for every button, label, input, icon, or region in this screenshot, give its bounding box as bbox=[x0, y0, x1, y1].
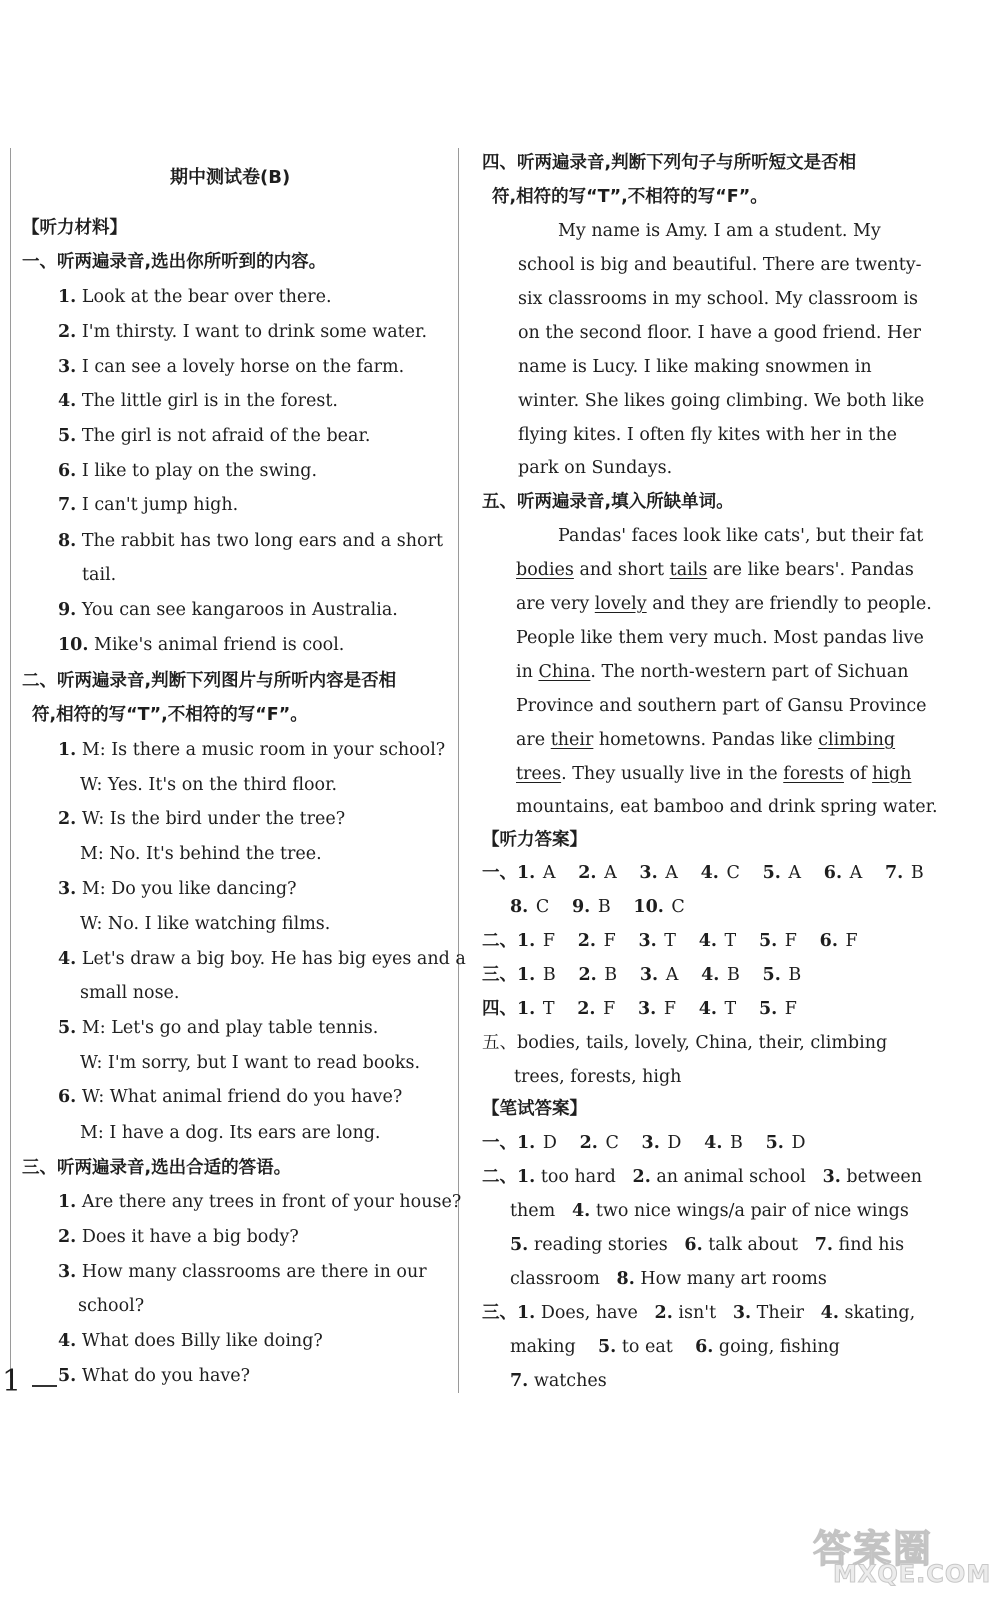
section-4-heading: 四、听两遍录音,判断下列句子与所听短文是否相 bbox=[482, 153, 857, 173]
dialogue-line: W: I'm sorry, but I want to read books. bbox=[80, 1053, 421, 1073]
list-item: 10. Mike's animal friend is cool. bbox=[58, 635, 345, 655]
passage-line: mountains, eat bamboo and drink spring water. bbox=[516, 797, 938, 817]
answer-row: 5. reading stories 6. talk about 7. find his bbox=[510, 1235, 905, 1255]
watermark-text-bottom: MXQE.COM bbox=[833, 1560, 992, 1588]
passage-line: trees. They usually live in the forests of high bbox=[516, 764, 912, 784]
list-item: 9. You can see kangaroos in Australia. bbox=[58, 600, 398, 620]
section-4-heading-line2: 符,相符的写“T”,不相符的写“F”。 bbox=[492, 187, 768, 207]
answer-row: 8. C 9. B 10. C bbox=[510, 897, 685, 917]
section-2-heading-line2: 符,相符的写“T”,不相符的写“F”。 bbox=[32, 705, 308, 725]
answer-row: 五、bodies, tails, lovely, China, their, climbing bbox=[482, 1033, 888, 1053]
passage-line: bodies and short tails are like bears'. Pandas bbox=[516, 560, 914, 580]
dialogue-line: 3. M: Do you like dancing? bbox=[58, 879, 297, 899]
section-2-heading: 二、听两遍录音,判断下列图片与所听内容是否相 bbox=[22, 671, 397, 691]
passage-line: in China. The north-western part of Sichuan bbox=[516, 662, 909, 682]
passage-line: flying kites. I often fly kites with her in the bbox=[518, 425, 897, 445]
page-title: 期中测试卷(B) bbox=[170, 167, 291, 188]
filled-word: bodies bbox=[516, 560, 574, 580]
list-item: 6. I like to play on the swing. bbox=[58, 461, 318, 481]
watermark-logo bbox=[805, 1518, 992, 1590]
passage-line: Pandas' faces look like cats', but their fat bbox=[558, 526, 924, 546]
answer-row: 一、1. D 2. C 3. D 4. B 5. D bbox=[482, 1133, 806, 1153]
answer-row: trees, forests, high bbox=[514, 1067, 682, 1087]
section-5-heading: 五、听两遍录音,填入所缺单词。 bbox=[482, 492, 734, 512]
answer-row: making 5. to eat 6. going, fishing bbox=[510, 1337, 840, 1357]
passage-line: on the second floor. I have a good friend. Her bbox=[518, 323, 922, 343]
list-item-continuation: school? bbox=[78, 1296, 145, 1316]
answer-row: 三、1. Does, have 2. isn't 3. Their 4. skating, bbox=[482, 1303, 916, 1323]
dialogue-line: small nose. bbox=[80, 983, 180, 1003]
dialogue-line: M: I have a dog. Its ears are long. bbox=[80, 1123, 381, 1143]
answer-row: classroom 8. How many art rooms bbox=[510, 1269, 827, 1289]
listening-material-header: 【听力材料】 bbox=[22, 218, 127, 238]
filled-word: China bbox=[538, 662, 591, 682]
dialogue-line: W: Yes. It's on the third floor. bbox=[80, 775, 338, 795]
dialogue-line: W: No. I like watching films. bbox=[80, 914, 331, 934]
answer-row: 四、1. T 2. F 3. F 4. T 5. F bbox=[482, 999, 797, 1019]
listening-answers-header: 【听力答案】 bbox=[482, 830, 587, 850]
section-1-heading: 一、听两遍录音,选出你所听到的内容。 bbox=[22, 252, 327, 272]
list-item: 1. Are there any trees in front of your house? bbox=[58, 1192, 462, 1212]
passage-line: People like them very much. Most pandas live bbox=[516, 628, 924, 648]
list-item: 3. I can see a lovely horse on the farm. bbox=[58, 357, 405, 377]
filled-word: trees bbox=[516, 764, 562, 784]
passage-line: park on Sundays. bbox=[518, 458, 673, 478]
list-item: 8. The rabbit has two long ears and a short bbox=[58, 531, 443, 551]
list-item-continuation: tail. bbox=[82, 565, 117, 585]
page-number: 1 bbox=[2, 1364, 22, 1399]
list-item: 3. How many classrooms are there in our bbox=[58, 1262, 427, 1282]
written-answers-header: 【笔试答案】 bbox=[482, 1099, 587, 1119]
passage-line: are their hometowns. Pandas like climbing bbox=[516, 730, 896, 750]
watermark-text-top: 答案圈 bbox=[813, 1527, 934, 1571]
answer-row: them 4. two nice wings/a pair of nice wings bbox=[510, 1201, 909, 1221]
filled-word: high bbox=[872, 764, 912, 784]
list-item: 5. The girl is not afraid of the bear. bbox=[58, 426, 371, 446]
left-margin-rule bbox=[10, 148, 11, 1378]
passage-line: winter. She likes going climbing. We both like bbox=[518, 391, 925, 411]
list-item: 5. What do you have? bbox=[58, 1366, 251, 1386]
answer-row: 7. watches bbox=[510, 1371, 607, 1391]
dialogue-line: 5. M: Let's go and play table tennis. bbox=[58, 1018, 379, 1038]
dialogue-line: 6. W: What animal friend do you have? bbox=[58, 1087, 403, 1107]
filled-word: forests bbox=[783, 764, 844, 784]
answer-row: 二、1. too hard 2. an animal school 3. between bbox=[482, 1167, 922, 1187]
dialogue-line: 1. M: Is there a music room in your school? bbox=[58, 740, 446, 760]
section-3-heading: 三、听两遍录音,选出合适的答语。 bbox=[22, 1158, 292, 1178]
list-item: 2. I'm thirsty. I want to drink some water. bbox=[58, 322, 428, 342]
passage-line: Province and southern part of Gansu Province bbox=[516, 696, 927, 716]
answer-row: 二、1. F 2. F 3. T 4. T 5. F 6. F bbox=[482, 931, 858, 951]
passage-line: are very lovely and they are friendly to people. bbox=[516, 594, 932, 614]
answer-row: 三、1. B 2. B 3. A 4. B 5. B bbox=[482, 965, 802, 985]
list-item: 2. Does it have a big body? bbox=[58, 1227, 299, 1247]
list-item: 4. The little girl is in the forest. bbox=[58, 391, 338, 411]
passage-line: school is big and beautiful. There are twenty- bbox=[518, 255, 922, 275]
passage-line: six classrooms in my school. My classroom is bbox=[518, 289, 919, 309]
passage-line: My name is Amy. I am a student. My bbox=[558, 221, 881, 241]
filled-word: their bbox=[550, 730, 594, 750]
list-item: 4. What does Billy like doing? bbox=[58, 1331, 323, 1351]
answer-row: 一、1. A 2. A 3. A 4. C 5. A 6. A 7. B bbox=[482, 863, 924, 883]
dialogue-line: 2. W: Is the bird under the tree? bbox=[58, 809, 346, 829]
filled-word: tails bbox=[669, 560, 708, 580]
passage-line: name is Lucy. I like making snowmen in bbox=[518, 357, 872, 377]
dialogue-line: 4. Let's draw a big boy. He has big eyes and a bbox=[58, 949, 466, 969]
list-item: 1. Look at the bear over there. bbox=[58, 287, 332, 307]
filled-word: lovely bbox=[594, 594, 647, 614]
list-item: 7. I can't jump high. bbox=[58, 495, 239, 515]
page-number-rule bbox=[32, 1385, 57, 1387]
dialogue-line: M: No. It's behind the tree. bbox=[80, 844, 322, 864]
filled-word: climbing bbox=[818, 730, 896, 750]
